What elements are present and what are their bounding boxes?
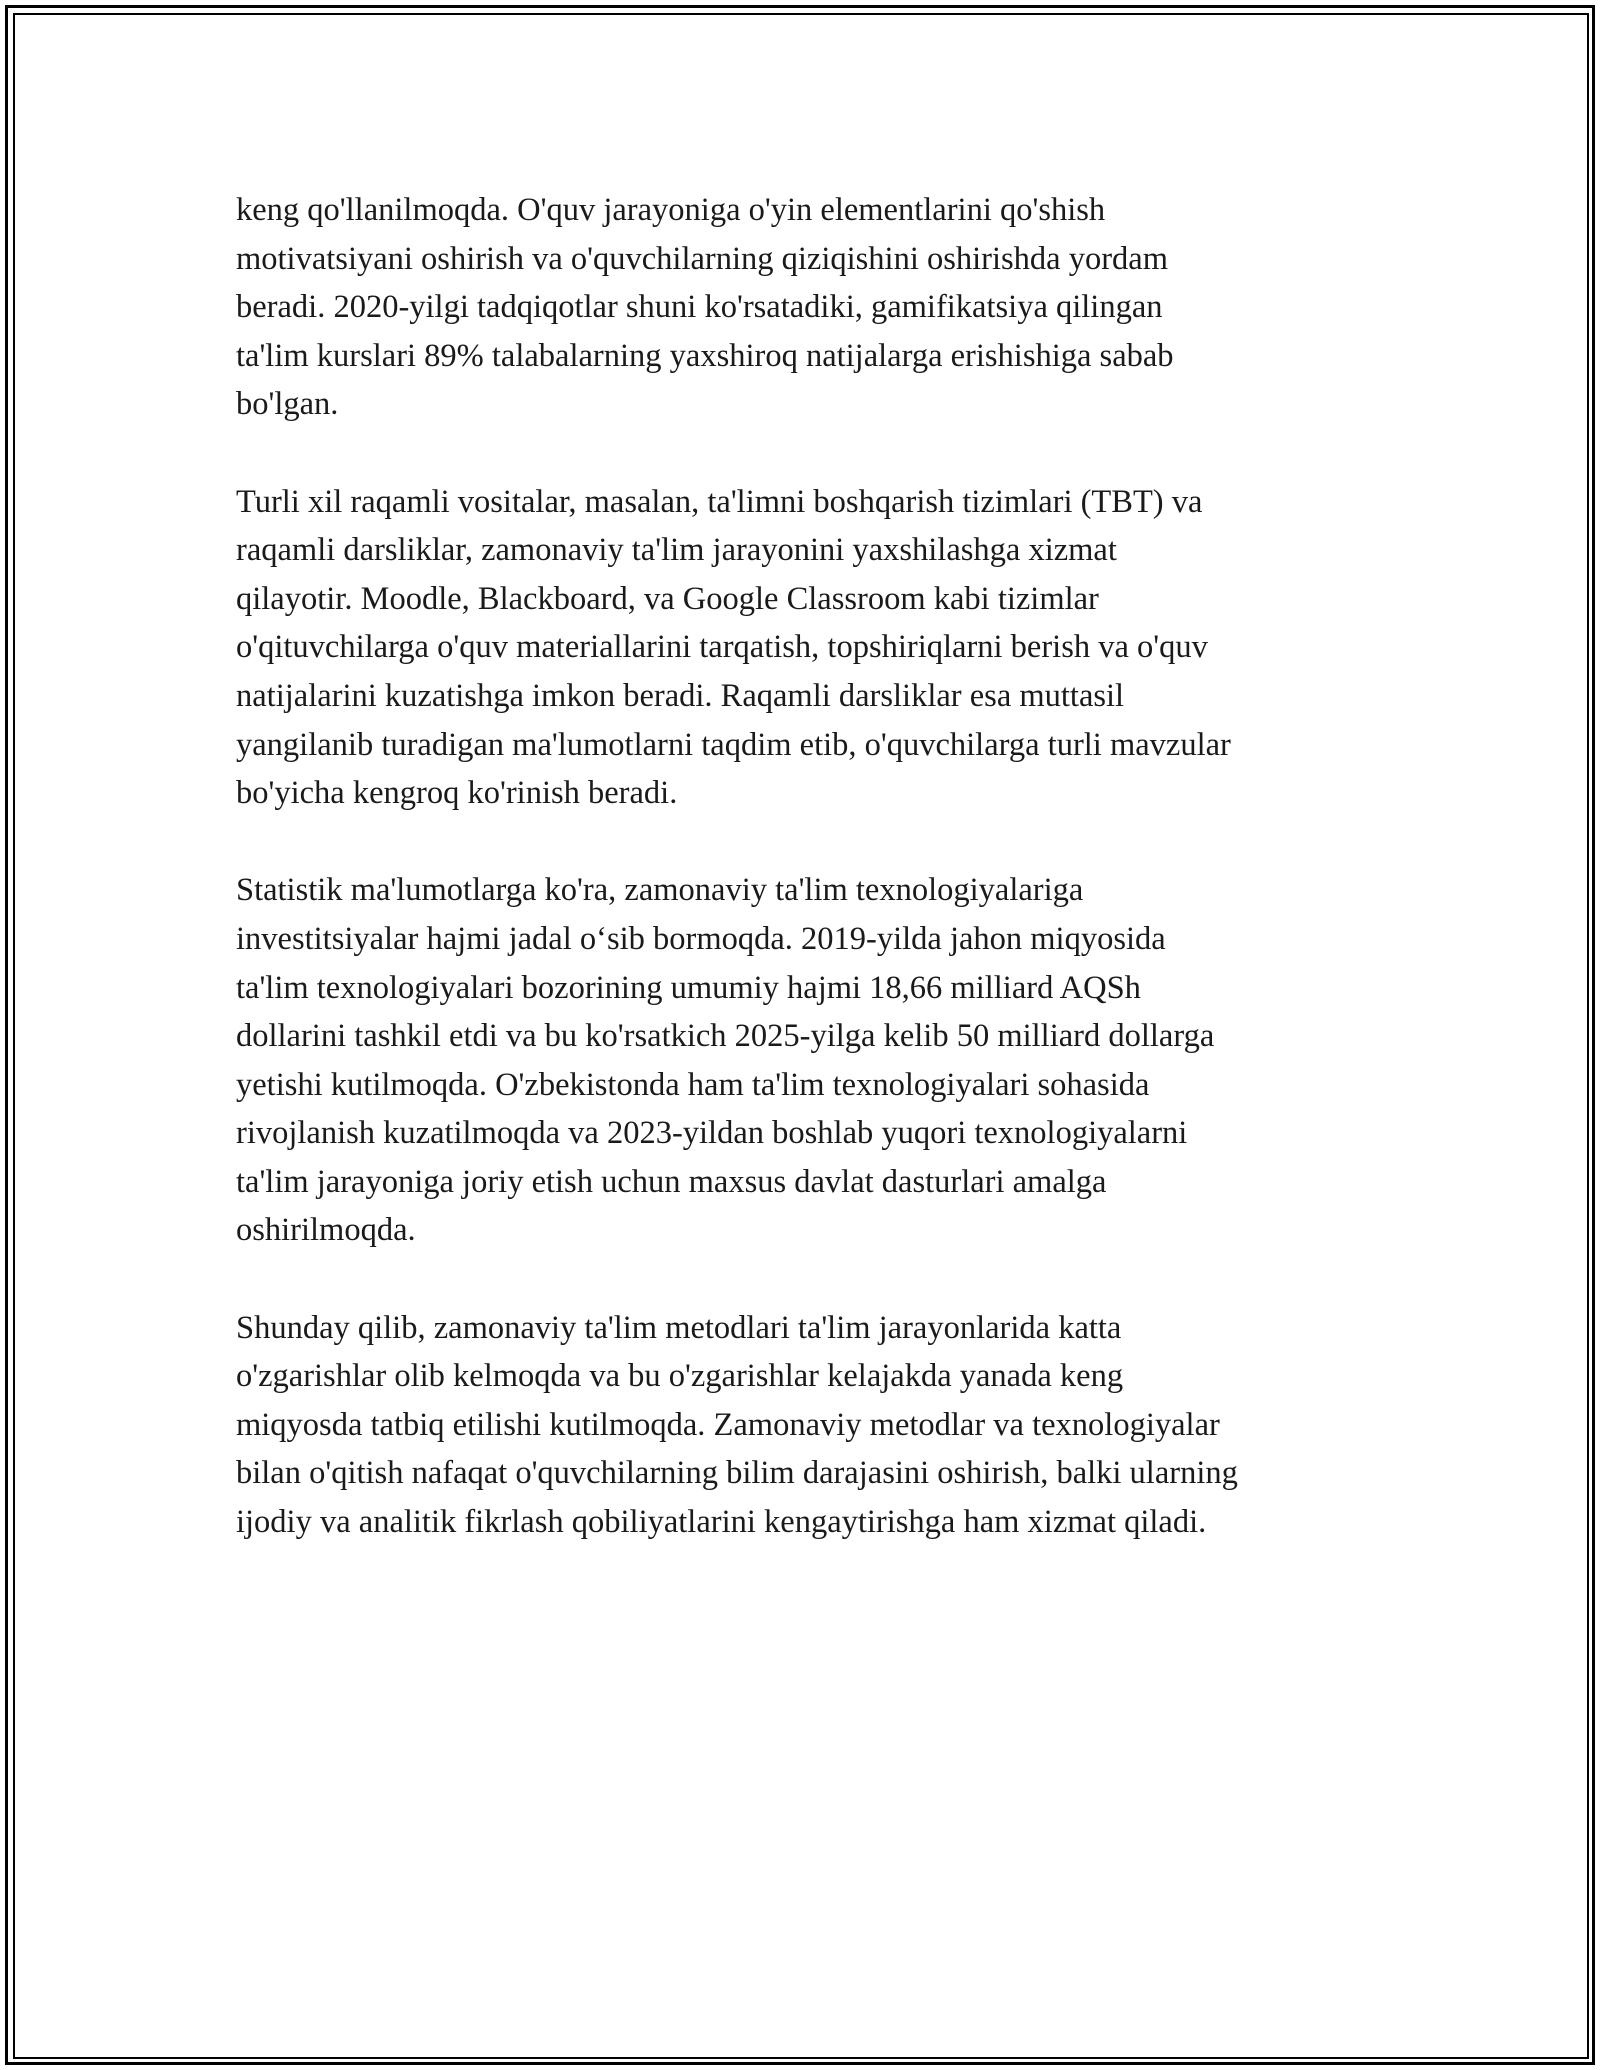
- text-line: bilan o'qitish nafaqat o'quvchilarning bilim darajasini oshirish, balki ularning: [236, 1455, 1238, 1492]
- text-line: yangilanib turadigan ma'lumotlarni taqdim etib, o'quvchilarga turli mavzular: [236, 726, 1231, 763]
- text-line: bo'lgan.: [236, 386, 339, 423]
- text-line: Turli xil raqamli vositalar, masalan, ta'limni boshqarish tizimlari (TBT) va: [236, 483, 1203, 520]
- text-line: oshirilmoqda.: [236, 1212, 416, 1249]
- text-line: investitsiyalar hajmi jadal oʻsib bormoqda. 2019-yilda jahon miqyosida: [236, 920, 1166, 957]
- text-line: raqamli darsliklar, zamonaviy ta'lim jarayonini yaxshilashga xizmat: [236, 532, 1117, 569]
- text-line: keng qo'llanilmoqda. O'quv jarayoniga o'yin elementlarini qo'shish: [236, 192, 1106, 228]
- paragraph-statistics: [236, 866, 1386, 1255]
- text-line: rivojlanish kuzatilmoqda va 2023-yildan boshlab yuqori texnologiyalarni: [236, 1115, 1188, 1152]
- document-body: [236, 186, 1386, 1595]
- text-line: dollarini tashkil etdi va bu ko'rsatkich 2025-yilga kelib 50 milliard dollarga: [236, 1018, 1215, 1055]
- text-line: ta'lim kurslari 89% talabalarning yaxshiroq natijalarga erishishiga sabab: [236, 337, 1174, 374]
- text-line: qilayotir. Moodle, Blackboard, va Google Classroom kabi tizimlar: [236, 580, 1099, 617]
- text-line: beradi. 2020-yilgi tadqiqotlar shuni ko'rsatadiki, gamifikatsiya qilingan: [236, 289, 1163, 326]
- text-line: bo'yicha kengroq ko'rinish beradi.: [236, 775, 678, 812]
- paragraph-digital-tools: [236, 478, 1386, 818]
- text-line: o'qituvchilarga o'quv materiallarini tarqatish, topshiriqlarni berish va o'quv: [236, 629, 1208, 666]
- text-line: Shunday qilib, zamonaviy ta'lim metodlari ta'lim jarayonlarida katta: [236, 1309, 1122, 1346]
- text-line: ijodiy va analitik fikrlash qobiliyatlarini kengaytirishga ham xizmat qiladi.: [236, 1504, 1207, 1541]
- text-line: o'zgarishlar olib kelmoqda va bu o'zgarishlar kelajakda yanada keng: [236, 1358, 1124, 1395]
- text-line: motivatsiyani oshirish va o'quvchilarning qiziqishini oshirishda yordam: [236, 240, 1168, 277]
- text-line: natijalarini kuzatishga imkon beradi. Raqamli darsliklar esa muttasil: [236, 677, 1125, 714]
- paragraph-conclusion: [236, 1304, 1386, 1547]
- paragraph-gamification: [236, 186, 1386, 429]
- text-line: Statistik ma'lumotlarga ko'ra, zamonaviy ta'lim texnologiyalariga: [236, 872, 1084, 909]
- text-line: ta'lim jarayoniga joriy etish uchun maxsus davlat dasturlari amalga: [236, 1163, 1107, 1200]
- text-line: miqyosda tatbiq etilishi kutilmoqda. Zamonaviy metodlar va texnologiyalar: [236, 1406, 1220, 1443]
- text-line: yetishi kutilmoqda. O'zbekistonda ham ta'lim texnologiyalari sohasida: [236, 1066, 1150, 1103]
- text-line: ta'lim texnologiyalari bozorining umumiy hajmi 18,66 milliard AQSh: [236, 969, 1141, 1006]
